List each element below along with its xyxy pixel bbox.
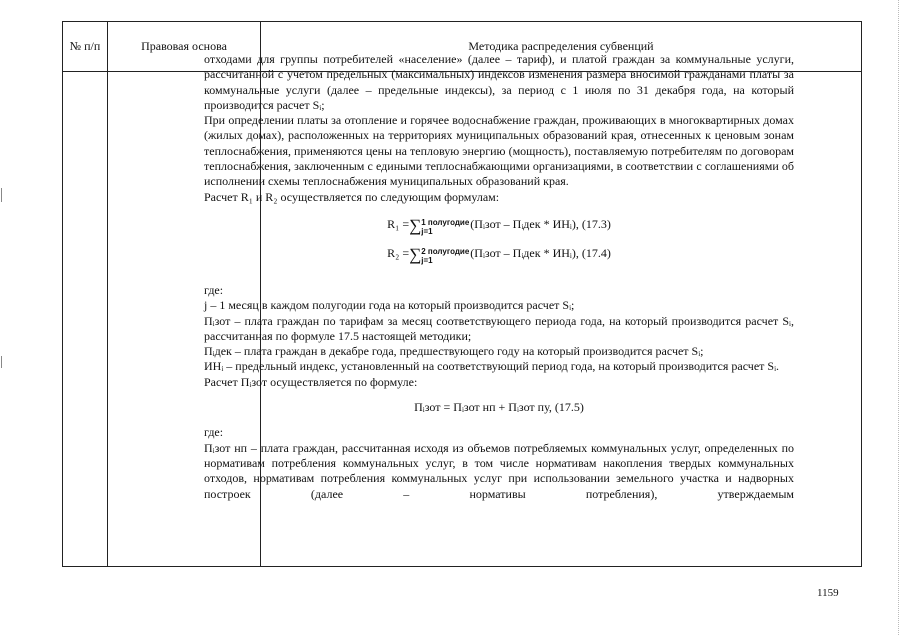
paragraph-heating: При определении платы за отопление и горячее водоснабжение граждан, проживающих в многоквартирных домах (жилых домах), расположенных на территориях муниципальных образований края, отнесенных к ценовым зонам теплоснабжения, применяются цены на тепловую энергию (мощность), поставляемую потребителям по договорам теплоснабжения, заключенным с едиными теплоснабжающими организациями, в соответствии с соглашениями об исполнении схемы теплоснабжения муниципальных образований края. xyxy=(204,113,794,189)
scan-artifact-right xyxy=(898,0,899,635)
definition-j: j – 1 месяц в каждом полугодии года на который производится расчет Sᵢ; xyxy=(204,298,575,313)
paragraph-tariff: отходами для группы потребителей «население» (далее – тариф), и платой граждан за коммунальные услуги, рассчитанной с учетом предельных (максимальных) индексов изменения размера вносимой гражданами платы за коммунальные услуги (далее – предельные индексы), за период с 1 июля по 31 декабря года, на который производится расчет Sᵢ; xyxy=(204,52,794,112)
sum-upper-limit: 2 полугодие xyxy=(421,246,470,256)
header-methodology: Методика распределения субвенций xyxy=(468,39,654,53)
header-number: № п/п xyxy=(69,39,101,53)
sum-upper-limit: 1 полугодие xyxy=(421,217,470,227)
formula-body: (Пᵢзот – Пᵢдек * ИНᵢ), (17.4) xyxy=(470,245,611,260)
formula-lhs: R₁ = xyxy=(387,216,410,231)
sum-limits xyxy=(421,247,469,265)
where-label: где: xyxy=(204,282,224,297)
header-legal-basis: Правовая основа xyxy=(141,39,227,53)
paragraph-r-calc: Расчет R₁ и R₂ осуществляется по следующим формулам: xyxy=(204,189,500,204)
definition-pizot: Пᵢзот – плата граждан по тарифам за месяц соответствующего периода года, на который производится расчет Sᵢ, рассчитанная по формуле 17.5 настоящей методики; xyxy=(204,313,794,343)
sum-sign: ∑ xyxy=(409,215,422,235)
where-label: где: xyxy=(204,425,224,440)
formula-17-4 xyxy=(204,246,794,265)
sum-lower-limit: j=1 xyxy=(421,255,433,265)
sum-lower-limit: j=1 xyxy=(421,226,433,236)
page-number: 1159 xyxy=(817,587,839,599)
sum-limits xyxy=(421,218,469,236)
column-divider xyxy=(107,22,108,566)
paragraph-pizot-calc: Расчет Пᵢзот осуществляется по формуле: xyxy=(204,374,418,389)
scan-artifact-left xyxy=(1,356,2,368)
definition-in: ИНᵢ – предельный индекс, установленный на соответствующий период года, на который производится расчет Sᵢ. xyxy=(204,359,780,374)
sum-sign: ∑ xyxy=(409,244,422,264)
scan-artifact-left xyxy=(1,188,2,202)
formula-body: (Пᵢзот – Пᵢдек * ИНᵢ), (17.3) xyxy=(470,216,611,231)
formula-17-5: Пᵢзот = Пᵢзот нп + Пᵢзот пу, (17.5) xyxy=(414,400,584,415)
formula-17-3 xyxy=(204,217,794,236)
formula-lhs: R₂ = xyxy=(387,245,410,260)
methodology-text xyxy=(204,52,794,502)
definition-pidek: Пᵢдек – плата граждан в декабре года, предшествующего году на который производится расчет Sᵢ; xyxy=(204,344,704,359)
definition-pizot-np: Пᵢзот нп – плата граждан, рассчитанная исходя из объемов потребляемых коммунальных услуг, определенных по нормативам потребления коммунальных услуг, в том числе нормативам накопления твердых коммунальных отходов, нормативам потребления коммунальных услуг при использовании земельного участка и надворных построек (далее – нормативы потребления), утверждаемым xyxy=(204,440,794,501)
